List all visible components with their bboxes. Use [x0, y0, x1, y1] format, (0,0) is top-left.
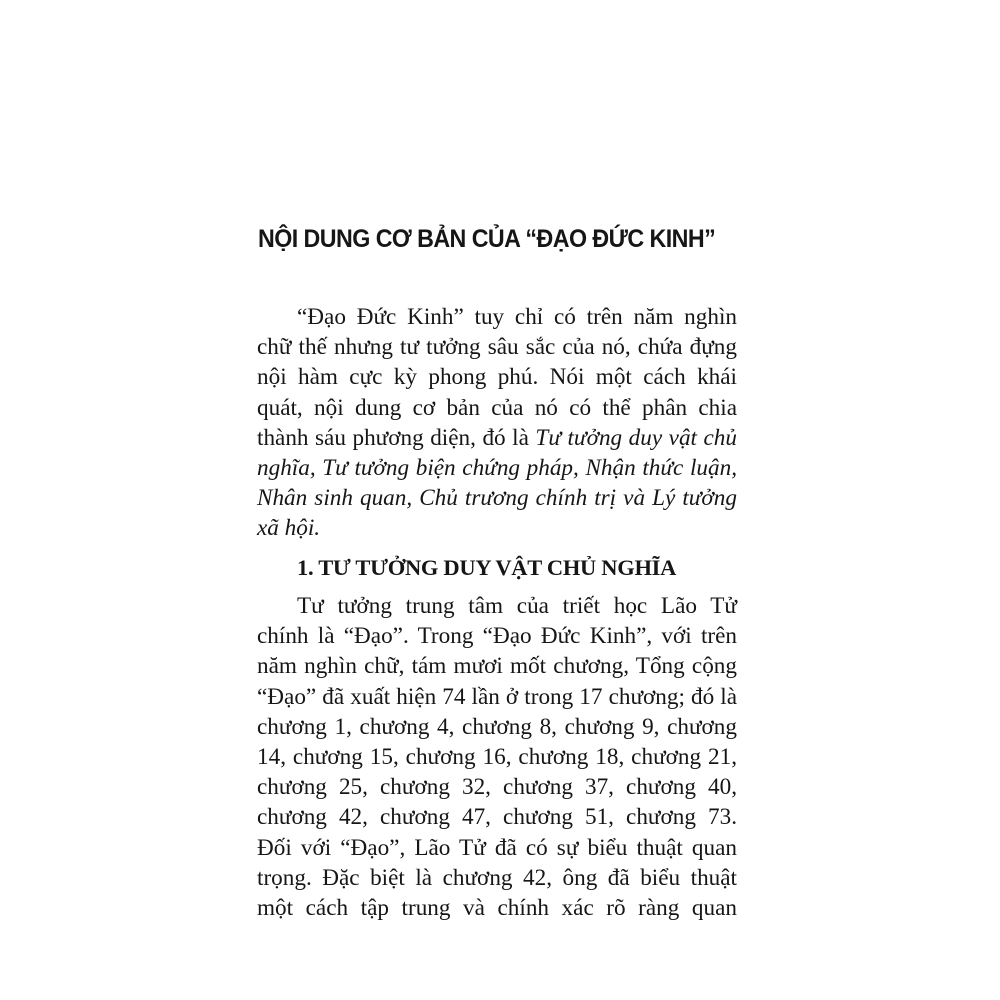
paragraph-line: chính là “Đạo”. Trong “Đạo Đức Kinh”, với trên	[257, 623, 737, 650]
italic-phrase: xã hội.	[257, 515, 321, 542]
section-heading: 1. TƯ TƯỞNG DUY VẬT CHỦ NGHĨA	[297, 555, 677, 580]
paragraph-line	[257, 513, 737, 543]
italic-phrase: Tư tưởng duy vật chủ	[535, 424, 737, 451]
paragraph-line: “Đạo” đã xuất hiện 74 lần ở trong 17 chương; đó là	[257, 683, 737, 710]
paragraph-line: nội hàm cực kỳ phong phú. Nói một cách khái	[257, 364, 737, 391]
paragraph-text: thành sáu phương diện, đó là	[257, 424, 536, 451]
paragraph-line: “Đạo Đức Kinh” tuy chỉ có trên năm nghìn	[297, 304, 737, 330]
paragraph-line: chữ thế nhưng tư tưởng sâu sắc của nó, chứa đựng	[257, 334, 737, 361]
paragraph-line: năm nghìn chữ, tám mươi mốt chương, Tổng cộng	[257, 653, 737, 680]
paragraph-line: trọng. Đặc biệt là chương 42, ông đã biểu thuật	[257, 864, 737, 891]
paragraph-line: Đối với “Đạo”, Lão Tử đã có sự biểu thuật quan	[257, 834, 737, 861]
paragraph-line: 14, chương 15, chương 16, chương 18, chương 21,	[257, 743, 737, 770]
section-paragraph	[257, 591, 737, 923]
chapter-title: NỘI DUNG CƠ BẢN CỦA “ĐẠO ĐỨC KINH”	[258, 225, 716, 253]
paragraph-line: quát, nội dung cơ bản của nó có thể phân chia	[257, 394, 737, 421]
paragraph-line: chương 1, chương 4, chương 8, chương 9, chương	[257, 713, 737, 740]
intro-paragraph	[257, 302, 737, 544]
paragraph-line: chương 42, chương 47, chương 51, chương 73.	[257, 804, 737, 831]
paragraph-line	[257, 453, 737, 483]
paragraph-line: một cách tập trung và chính xác rõ ràng quan	[257, 894, 737, 921]
paragraph-line	[257, 483, 737, 513]
paragraph-line: Tư tưởng trung tâm của triết học Lão Tử	[297, 593, 737, 619]
italic-phrase: Nhân sinh quan, Chủ trương chính trị và Lý tưởng	[257, 485, 737, 512]
paragraph-line	[257, 423, 737, 453]
italic-phrase: nghĩa, Tư tưởng biện chứng pháp, Nhận thức luận,	[257, 454, 737, 481]
paragraph-line: chương 25, chương 32, chương 37, chương 40,	[257, 774, 737, 801]
